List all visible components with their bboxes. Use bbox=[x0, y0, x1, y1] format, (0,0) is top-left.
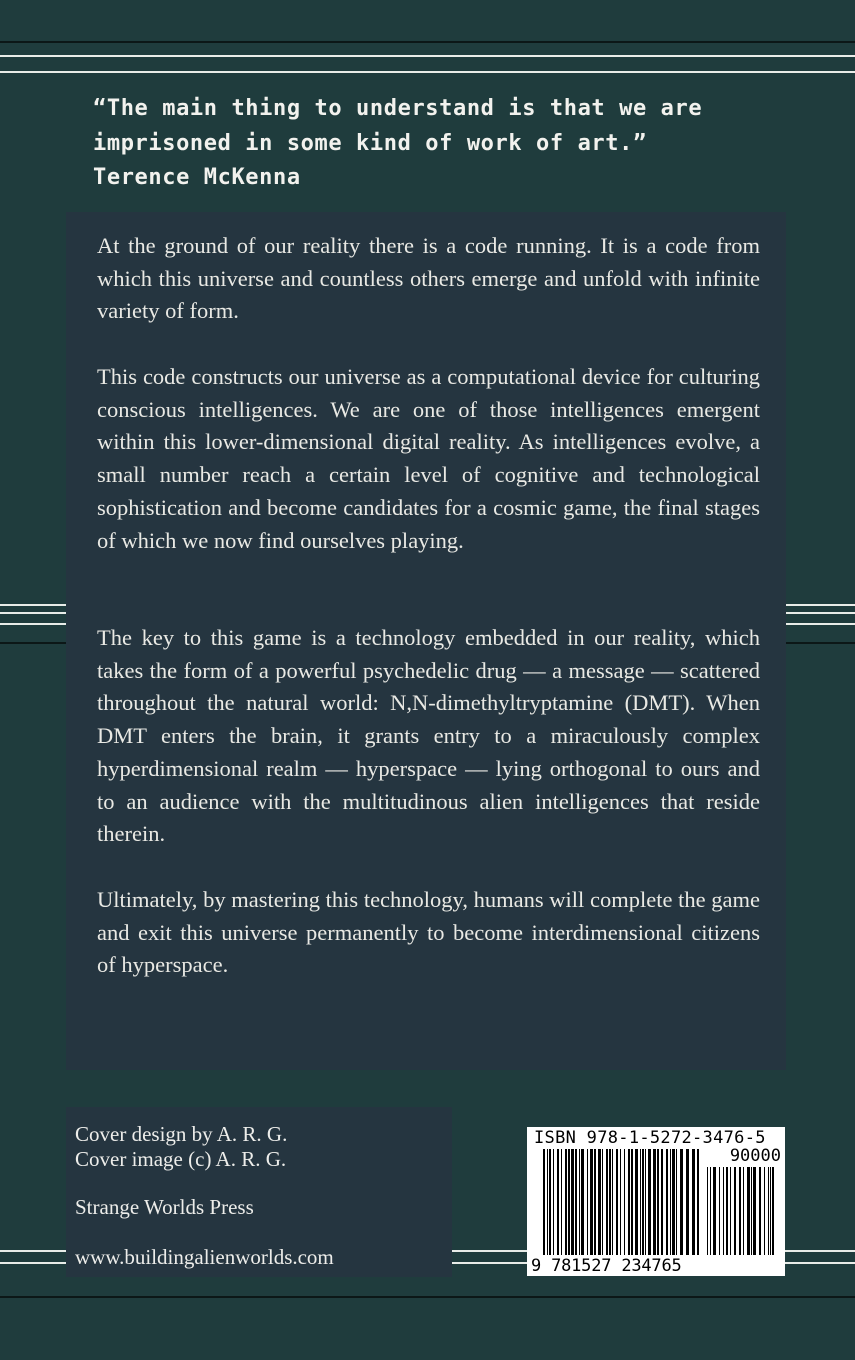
barcode-bar bbox=[565, 1149, 567, 1255]
barcode-bar bbox=[759, 1167, 761, 1255]
credits-box bbox=[66, 1107, 452, 1277]
barcode-bar bbox=[642, 1149, 644, 1255]
bottom-white-line-5 bbox=[785, 1250, 855, 1252]
barcode-bar bbox=[557, 1149, 559, 1255]
barcode-bar bbox=[686, 1149, 689, 1255]
quote-line-2: imprisoned in some kind of work of art.” bbox=[93, 130, 647, 156]
barcode-bar bbox=[743, 1167, 744, 1255]
barcode-bar bbox=[598, 1149, 601, 1255]
barcode-bar bbox=[624, 1149, 625, 1255]
barcode-bar bbox=[772, 1167, 774, 1255]
price-code: 90000 bbox=[729, 1146, 781, 1166]
barcode-bar bbox=[543, 1149, 545, 1255]
barcode-bar bbox=[590, 1149, 593, 1255]
top-white-line-1 bbox=[0, 55, 855, 57]
right-white-line-1 bbox=[786, 604, 855, 606]
barcode-bar bbox=[713, 1167, 716, 1255]
right-dark-rule bbox=[786, 642, 855, 644]
barcode-bar bbox=[661, 1149, 663, 1255]
blurb-paragraph-2: This code constructs our universe as a computational device for culturing conscious intelligences. We are one of those intelligences emergent within this lower-dimensional digital reality. As intelligences evolve, a small number reach a certain level of cognitive and technological sophistication and become candidates for a cosmic game, the final stages of which we now find ourselves playing. bbox=[97, 364, 760, 553]
barcode-bar bbox=[730, 1167, 731, 1255]
cover-design-credit: Cover design by A. R. G. bbox=[75, 1122, 288, 1146]
bottom-white-line-3 bbox=[452, 1250, 527, 1252]
barcode-bar bbox=[764, 1167, 765, 1255]
barcode-bar bbox=[726, 1167, 728, 1255]
barcode-bar bbox=[680, 1149, 683, 1255]
barcode-bar bbox=[635, 1149, 638, 1255]
barcode-bar bbox=[719, 1167, 720, 1255]
barcode-bar bbox=[594, 1149, 596, 1255]
epigraph-quote bbox=[93, 92, 833, 196]
website-link[interactable]: www.buildingalienworlds.com bbox=[75, 1245, 334, 1269]
barcode-bar bbox=[739, 1167, 741, 1255]
barcode-bar bbox=[549, 1149, 551, 1255]
barcode-bar bbox=[697, 1149, 699, 1255]
bottom-white-line-2 bbox=[0, 1262, 66, 1264]
barcode-bar bbox=[579, 1149, 580, 1255]
bottom-white-line-6 bbox=[785, 1262, 855, 1264]
barcode-bar bbox=[640, 1149, 641, 1255]
barcode-bar bbox=[751, 1167, 752, 1255]
barcode-bar bbox=[568, 1149, 570, 1255]
barcode-bar bbox=[734, 1167, 736, 1255]
barcode-bar bbox=[612, 1149, 613, 1255]
isbn-barcode bbox=[527, 1127, 785, 1276]
bottom-white-line-1 bbox=[0, 1250, 66, 1252]
left-dark-rule bbox=[0, 642, 66, 644]
barcode-bar bbox=[770, 1167, 771, 1255]
barcode-bar bbox=[581, 1149, 584, 1255]
blurb-paragraph-3: The key to this game is a technology embedded in our reality, which takes the form of a powerful psychedelic drug — a message — scattered throughout the natural world: N,N-dimethyltryptamine (DMT). When DMT enters the brain, it grants entry to a miraculously complex hyperdimensional realm — hyperspace — lying orthogonal to ours and to an audience with the multitudinous alien intelligences that reside therein. bbox=[97, 625, 760, 847]
barcode-bar bbox=[753, 1167, 756, 1255]
barcode-bar bbox=[547, 1149, 548, 1255]
barcode-bar bbox=[707, 1167, 708, 1255]
barcode-bar bbox=[631, 1149, 633, 1255]
barcode-bar bbox=[620, 1149, 621, 1255]
blurb-paragraph-1: At the ground of our reality there is a code running. It is a code from which this universe and countless others emerge and unfold with infinite variety of form. bbox=[97, 233, 760, 324]
top-dark-rule bbox=[0, 41, 855, 43]
right-white-line-2 bbox=[786, 612, 855, 614]
barcode-bar bbox=[723, 1167, 724, 1255]
barcode-bar bbox=[575, 1149, 577, 1255]
barcode-bar bbox=[657, 1149, 659, 1255]
isbn-label: ISBN 978-1-5272-3476-5 bbox=[534, 1128, 766, 1148]
barcode-bar bbox=[768, 1167, 769, 1255]
barcode-bar bbox=[653, 1149, 656, 1255]
left-white-line-1 bbox=[0, 604, 66, 606]
right-white-line-3 bbox=[786, 623, 855, 625]
quote-line-1: “The main thing to understand is that we are bbox=[93, 96, 703, 121]
bottom-white-line-4 bbox=[452, 1262, 527, 1264]
left-white-line-3 bbox=[0, 623, 66, 625]
barcode-bar bbox=[606, 1149, 608, 1255]
top-white-line-2 bbox=[0, 71, 855, 73]
barcode-bar bbox=[571, 1149, 574, 1255]
barcode-bar bbox=[666, 1149, 668, 1255]
barcode-bar bbox=[692, 1149, 695, 1255]
quote-author: Terence McKenna bbox=[93, 165, 301, 190]
barcode-bar bbox=[561, 1149, 562, 1255]
barcode-bar bbox=[616, 1149, 618, 1255]
blurb-paragraph-4: Ultimately, by mastering this technology, humans will complete the game and exit this universe permanently to become interdimensional citizens of hyperspace. bbox=[97, 887, 760, 978]
barcode-bar bbox=[747, 1167, 750, 1255]
barcode-bar bbox=[602, 1149, 603, 1255]
barcode-bar bbox=[628, 1149, 630, 1255]
cover-image-credit: Cover image (c) A. R. G. bbox=[75, 1147, 287, 1171]
barcode-bar bbox=[710, 1167, 711, 1255]
barcode-bar bbox=[676, 1149, 677, 1255]
barcode-bar bbox=[672, 1149, 675, 1255]
bottom-dark-rule bbox=[0, 1296, 855, 1298]
barcode-bar bbox=[648, 1149, 651, 1255]
publisher-name: Strange Worlds Press bbox=[75, 1195, 254, 1219]
barcode-digits: 9 781527 234765 bbox=[531, 1256, 682, 1276]
barcode-bars bbox=[527, 1127, 785, 1276]
barcode-bar bbox=[609, 1149, 611, 1255]
barcode-bar bbox=[645, 1149, 646, 1255]
barcode-bar bbox=[587, 1149, 588, 1255]
barcode-bar bbox=[670, 1149, 671, 1255]
left-white-line-2 bbox=[0, 612, 66, 614]
barcode-bar bbox=[553, 1149, 554, 1255]
